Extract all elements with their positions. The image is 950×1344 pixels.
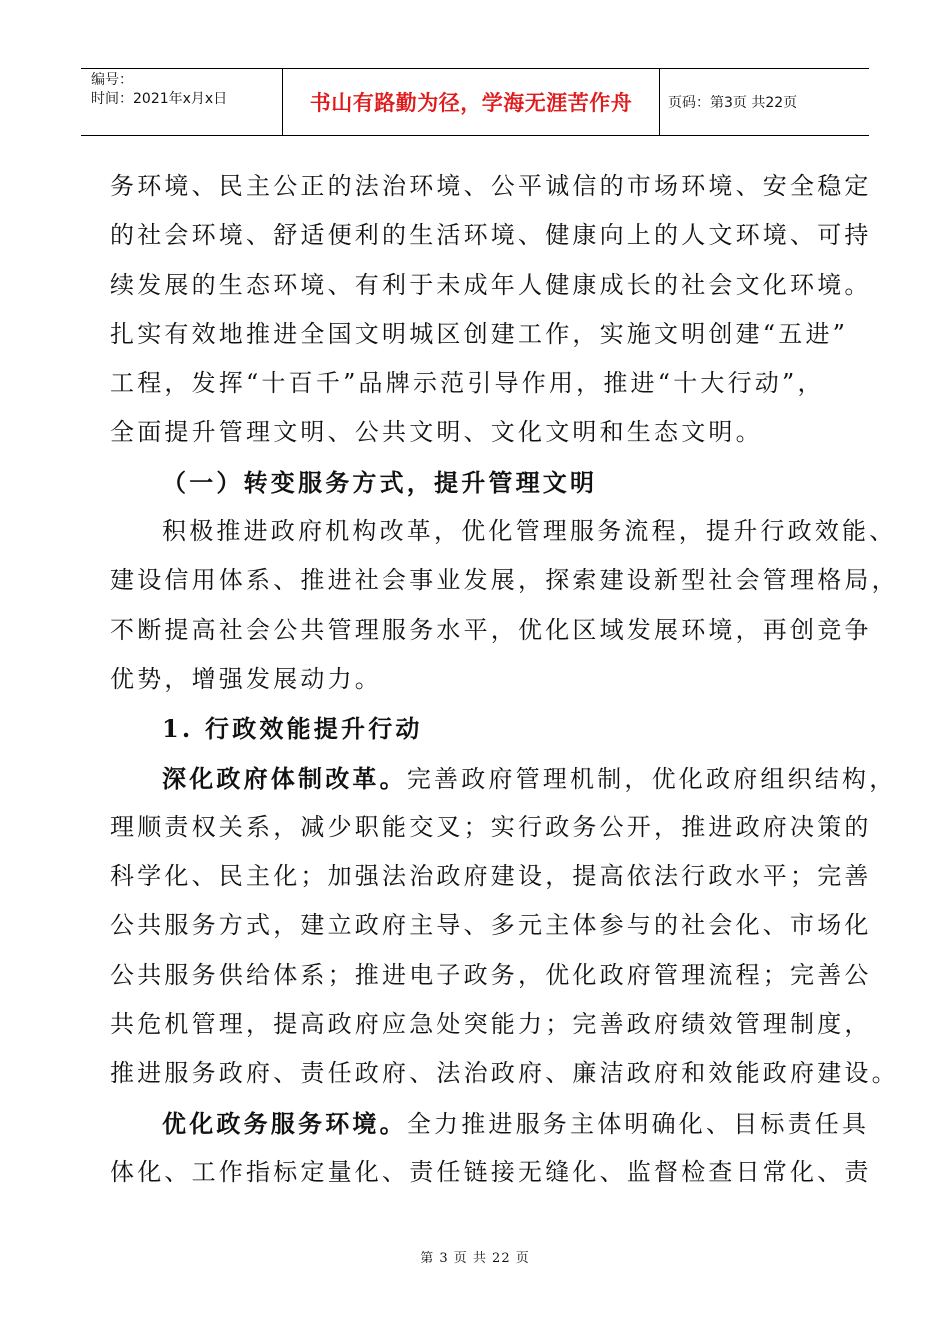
text-line: 理顺责权关系，减少职能交叉；实行政务公开，推进政府决策的 <box>110 812 872 841</box>
text-line: 续发展的生态环境、有利于未成年人健康成长的社会文化环境。 <box>110 270 872 299</box>
paragraph-3 <box>110 754 899 1099</box>
text-line: 不断提高社会公共管理服务水平，优化区域发展环境，再创竞争 <box>110 615 872 644</box>
document-number-label: 编号： <box>91 72 133 88</box>
text-line: 体化、工作指标定量化、责任链接无缝化、监督检查日常化、责 <box>110 1157 872 1186</box>
header-page-number: 页码：第3页 共22页 <box>668 95 798 111</box>
text-line: 全面提升管理文明、公共文明、文化文明和生态文明。 <box>110 418 763 447</box>
document-body <box>110 162 899 1197</box>
document-time-label: 时间：2021年x月x日 <box>91 91 228 107</box>
paragraph-1 <box>110 162 872 458</box>
header-meta <box>81 69 283 135</box>
text-line <box>110 754 897 803</box>
text-line: 建设信用体系、推进社会事业发展，探索建设新型社会管理格局， <box>110 566 899 595</box>
paragraph-4 <box>110 1099 872 1198</box>
paragraph-2 <box>110 507 899 704</box>
text-line: 工程，发挥“十百千”品牌示范引导作用，推进“十大行动”， <box>110 369 825 398</box>
text-line: 优势，增强发展动力。 <box>110 664 382 693</box>
text-line: 务环境、民主公正的法治环境、公平诚信的市场环境、安全稳定 <box>110 172 872 200</box>
text-line: 公共服务供给体系；推进电子政务，优化政府管理流程；完善公 <box>110 960 872 989</box>
paragraph-lead-rest: 完善政府管理机制，优化政府组织结构， <box>406 764 897 793</box>
paragraph-lead: 优化政务服务环境。 <box>162 1108 407 1138</box>
text-line: 积极推进政府机构改革，优化管理服务流程，提升行政效能、 <box>162 517 897 546</box>
subsection-heading: 1. 行政效能提升行动 <box>162 714 423 744</box>
page-header <box>81 68 869 136</box>
text-line: 扎实有效地推进全国文明城区创建工作，实施文明创建“五进” <box>110 319 849 348</box>
section-heading: （一）转变服务方式，提升管理文明 <box>162 467 598 497</box>
page-footer: 第 3 页 共 22 页 <box>420 1251 530 1266</box>
text-line: 共危机管理，提高政府应急处突能力；完善政府绩效管理制度， <box>110 1010 872 1039</box>
text-line: 公共服务方式，建立政府主导、多元主体参与的社会化、市场化 <box>110 911 872 940</box>
paragraph-lead: 深化政府体制改革。 <box>162 763 407 793</box>
text-line: 科学化、民主化；加强法治政府建设，提高依法行政水平；完善 <box>110 862 872 891</box>
text-line: 的社会环境、舒适便利的生活环境、健康向上的人文环境、可持 <box>110 221 872 250</box>
paragraph-lead-rest: 全力推进服务主体明确化、目标责任具 <box>406 1109 870 1138</box>
text-line <box>110 1099 870 1148</box>
header-motto: 书山有路勤为径，学海无涯苦作舟 <box>283 69 660 135</box>
text-line: 推进服务政府、责任政府、法治政府、廉洁政府和效能政府建设。 <box>110 1059 899 1088</box>
